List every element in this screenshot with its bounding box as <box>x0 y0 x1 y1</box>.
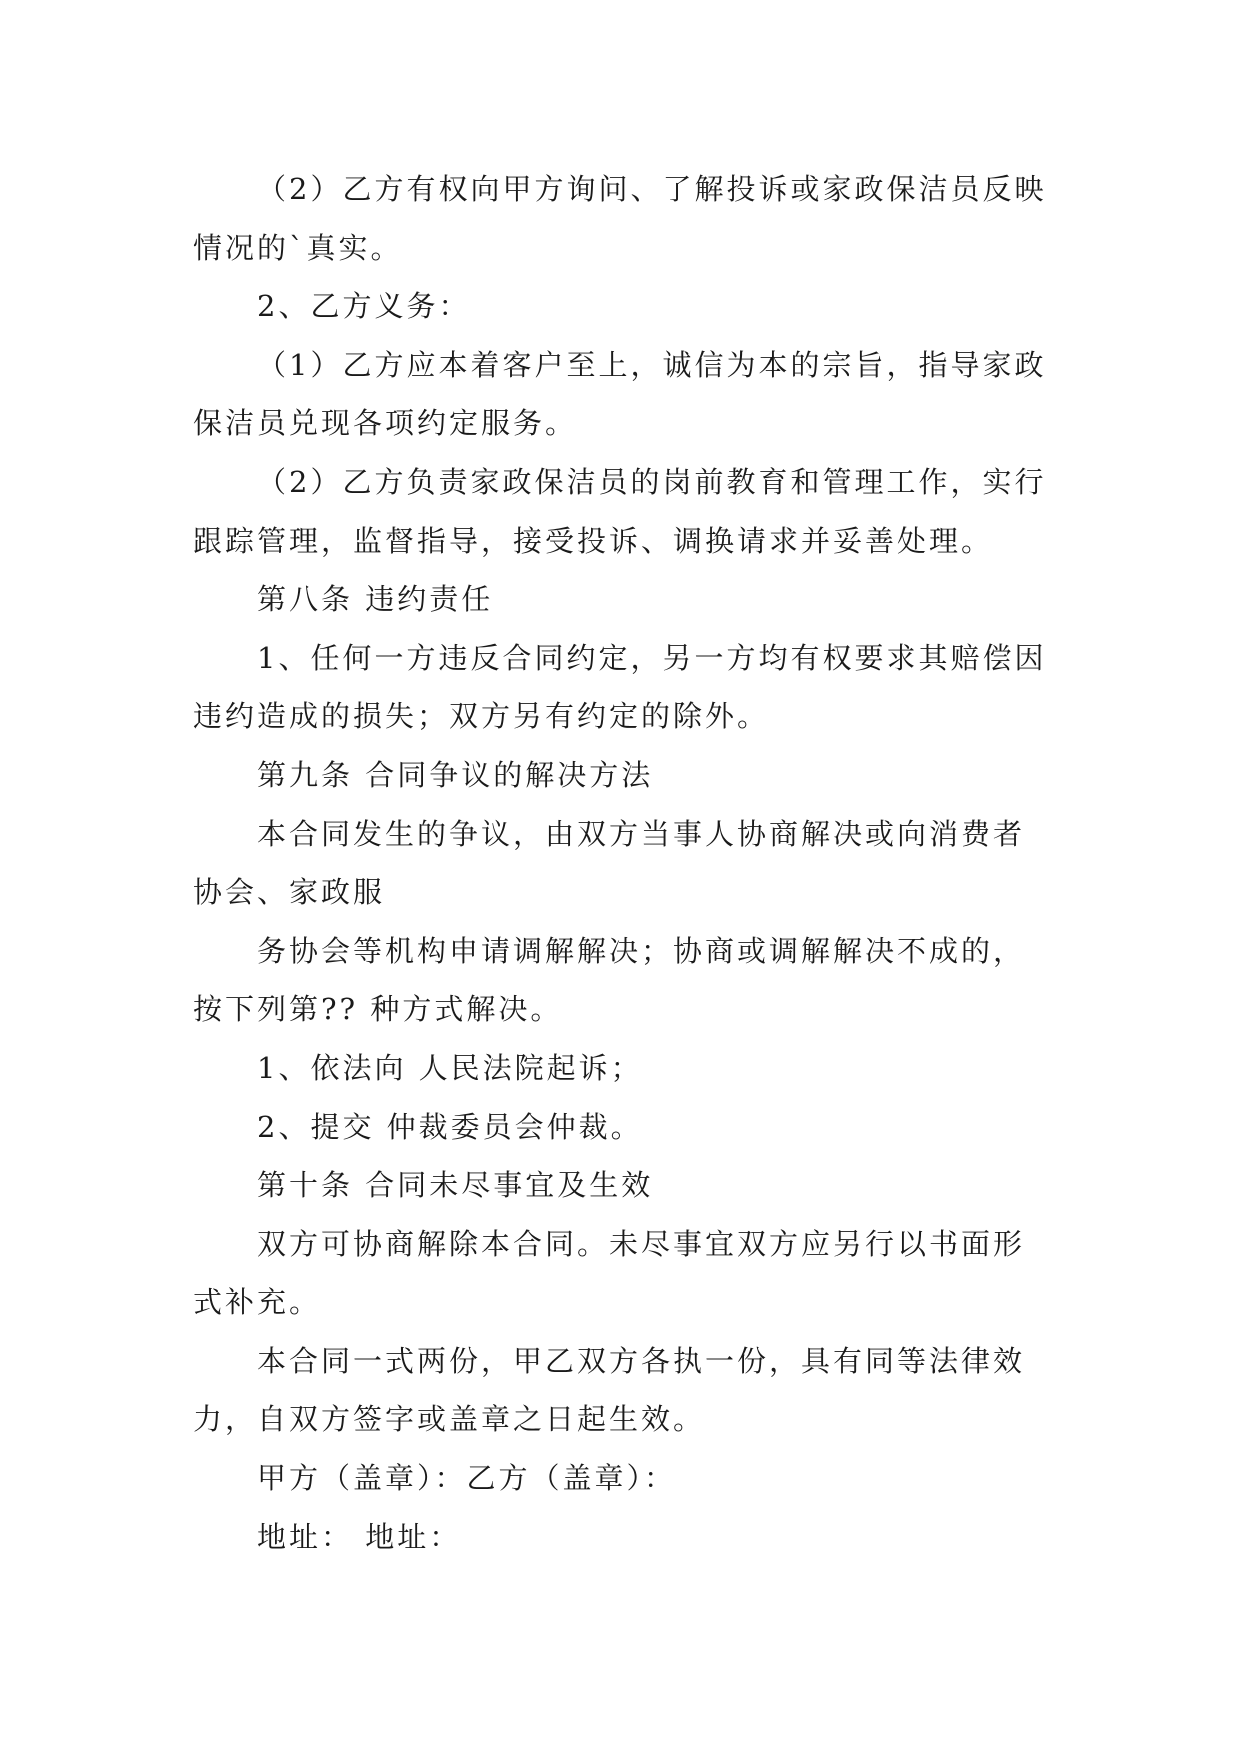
paragraph-copies-effect: 本合同一式两份，甲乙双方各执一份，具有同等法律效力，自双方签字或盖章之日起生效。 <box>193 1343 1026 1437</box>
paragraph-party-b-obligations-heading: 2、乙方义务： <box>257 289 471 324</box>
address-line: 地址： 地址： <box>257 1519 462 1554</box>
paragraph-breach-liability: 1、任何一方违反合同约定，另一方均有权要求其赔偿因违约造成的损失；双方另有约定的除外。 <box>193 640 1047 734</box>
paragraph-right-to-inquire: （2）乙方有权向甲方询问、了解投诉或家政保洁员反映情况的`真实。 <box>193 172 1047 265</box>
paragraph-dispute-resolution-a: 本合同发生的争议，由双方当事人协商解决或向消费者协会、家政服 <box>193 816 1026 910</box>
signature-line: 甲方（盖章）：乙方（盖章）： <box>257 1461 677 1496</box>
paragraph-obligation-2: （2）乙方负责家政保洁员的岗前教育和管理工作，实行跟踪管理，监督指导，接受投诉、调换请求并妥善处理。 <box>193 464 1047 558</box>
paragraph-arbitration-option: 2、提交 仲裁委员会仲裁。 <box>257 1109 643 1144</box>
article-8-heading: 第八条 违约责任 <box>257 582 494 617</box>
document-body <box>193 160 1048 1566</box>
article-10-heading: 第十条 合同未尽事宜及生效 <box>257 1168 654 1203</box>
article-9-heading: 第九条 合同争议的解决方法 <box>257 757 654 792</box>
paragraph-obligation-1: （1）乙方应本着客户至上，诚信为本的宗旨，指导家政保洁员兑现各项约定服务。 <box>193 347 1047 441</box>
paragraph-termination: 双方可协商解除本合同。未尽事宜双方应另行以书面形式补充。 <box>193 1226 1026 1320</box>
paragraph-dispute-resolution-b: 务协会等机构申请调解解决；协商或调解解决不成的，按下列第?? 种方式解决。 <box>193 933 1026 1027</box>
paragraph-litigation-option: 1、依法向 人民法院起诉； <box>257 1050 643 1085</box>
